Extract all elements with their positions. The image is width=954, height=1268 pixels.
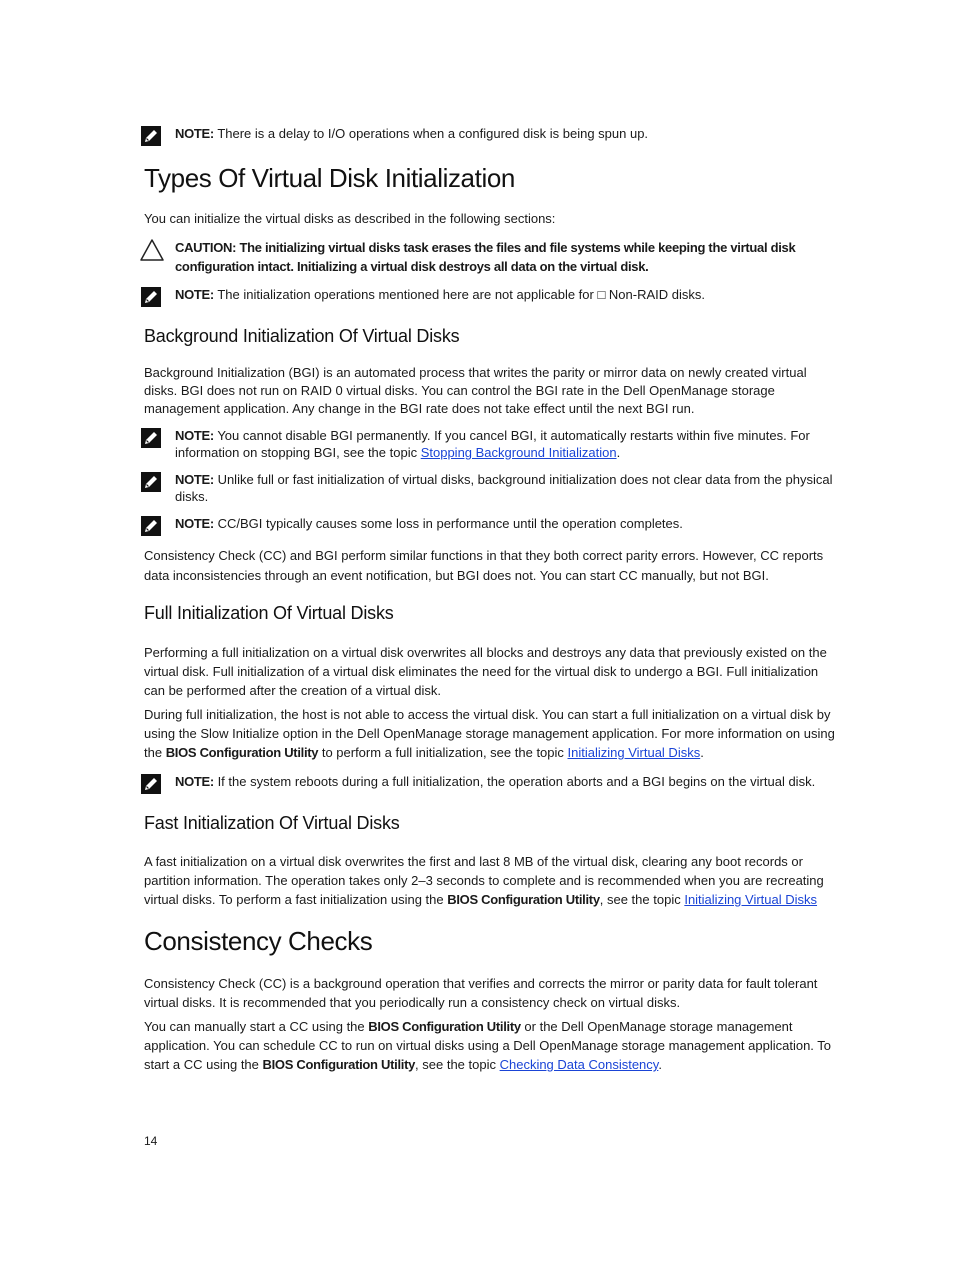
link-stopping-bgi[interactable]: Stopping Background Initialization <box>420 445 617 460</box>
link-initializing-virtual-disks[interactable]: Initializing Virtual Disks <box>567 745 701 760</box>
note-label: NOTE: <box>175 472 214 487</box>
bios-utility-bold: BIOS Configuration Utility <box>368 1019 521 1034</box>
bios-utility-bold: BIOS Configuration Utility <box>165 745 319 760</box>
note-pencil-icon <box>140 125 162 147</box>
note-text-end: . <box>616 445 621 460</box>
note-pencil-icon <box>140 515 162 537</box>
heading-fast-initialization: Fast Initialization Of Virtual Disks <box>144 813 400 833</box>
heading-consistency-checks: Consistency Checks <box>144 926 373 956</box>
note-label: NOTE: <box>175 126 214 141</box>
para-text: A fast initialization on a virtual disk overwrites the first and last 8 MB of the virtual disk, clearing any boot records or partition information. The operation takes only 2–3 seconds to complete and is recommended when you are recreating virtual disks. To perform a fast initialization using the <box>144 854 824 907</box>
fast-init-paragraph <box>144 852 840 909</box>
note-text: There is a delay to I/O operations when a configured disk is being spun up. <box>213 126 649 141</box>
note-label: NOTE: <box>175 287 214 302</box>
heading-background-initialization: Background Initialization Of Virtual Disks <box>144 326 460 346</box>
note-label: NOTE: <box>175 774 214 789</box>
caution-triangle-icon <box>139 238 165 262</box>
bios-utility-bold: BIOS Configuration Utility <box>447 892 600 907</box>
note-pencil-icon <box>140 427 162 449</box>
note-text: The initialization operations mentioned here are not applicable for □ Non-RAID disks. <box>213 287 705 302</box>
link-initializing-virtual-disks[interactable]: Initializing Virtual Disks <box>684 892 818 907</box>
types-intro-paragraph: You can initialize the virtual disks as described in the following sections: <box>144 211 556 226</box>
full-init-paragraph-1: Performing a full initialization on a virtual disk overwrites all blocks and destroys any data that previously existed on the virtual disk. Full initialization of a virtual disk eliminates the need for the virtual disk to undergo a BGI. Full initialization can be performed after the creation of a virtual disk. <box>144 645 827 698</box>
note-pencil-icon <box>140 286 162 308</box>
note-text: You cannot disable BGI permanently. If you cancel BGI, it automatically restarts within five minutes. For information on stopping BGI, see the topic <box>175 428 810 460</box>
link-checking-data-consistency[interactable]: Checking Data Consistency <box>499 1057 659 1072</box>
page-number: 14 <box>144 1134 158 1148</box>
para-text: to perform a full initialization, see the topic <box>318 745 568 760</box>
para-text: . <box>700 745 704 760</box>
para-text: , see the topic <box>599 892 685 907</box>
note-text: If the system reboots during a full initialization, the operation aborts and a BGI begins on the virtual disk. <box>213 774 816 789</box>
caution-text: CAUTION: The initializing virtual disks task erases the files and file systems while keeping the virtual disk configuration intact. Initializing a virtual disk destroys all data on the virtual disk. <box>175 240 796 274</box>
note-text: CC/BGI typically causes some loss in performance until the operation completes. <box>213 516 683 531</box>
heading-types-of-initialization: Types Of Virtual Disk Initialization <box>144 163 515 193</box>
para-text: or the Dell OpenManage storage management application. You can schedule CC to run on virtual disks using a Dell OpenManage storage management application. To start a CC using the <box>144 1019 832 1072</box>
note-text: Unlike full or fast initialization of virtual disks, background initialization does not clear data from the physical disks. <box>175 472 833 504</box>
note-pencil-icon <box>140 471 162 493</box>
para-text: During full initialization, the host is not able to access the virtual disk. You can start a full initialization on a virtual disk by using the Slow Initialize option in the Dell OpenManage storage management application. For more information on using the <box>144 707 835 760</box>
cc-paragraph-2 <box>144 1017 840 1074</box>
para-text: . <box>658 1057 662 1072</box>
cc-paragraph-1: Consistency Check (CC) is a background operation that verifies and corrects the mirror or parity data for fault tolerant virtual disks. It is recommended that you periodically run a consistency check on virtual disks. <box>144 976 818 1010</box>
full-init-paragraph-2 <box>144 705 840 762</box>
para-text: , see the topic <box>415 1057 500 1072</box>
cc-bgi-paragraph: Consistency Check (CC) and BGI perform similar functions in that they both correct parity errors. However, CC reports data inconsistencies through an event notification, but BGI does not. You can start CC manually, but not BGI. <box>144 548 824 583</box>
note-label: NOTE: <box>175 428 214 443</box>
bgi-paragraph: Background Initialization (BGI) is an automated process that writes the parity or mirror data on newly created virtual disks. BGI does not run on RAID 0 virtual disks. You can control the BGI rate in the Dell OpenManage storage management application. Any change in the BGI rate does not take effect until the next BGI run. <box>144 365 807 416</box>
heading-full-initialization: Full Initialization Of Virtual Disks <box>144 603 394 623</box>
note-label: NOTE: <box>175 516 214 531</box>
bios-utility-bold: BIOS Configuration Utility <box>262 1057 416 1072</box>
para-text: You can manually start a CC using the <box>144 1019 369 1034</box>
note-pencil-icon <box>140 773 162 795</box>
